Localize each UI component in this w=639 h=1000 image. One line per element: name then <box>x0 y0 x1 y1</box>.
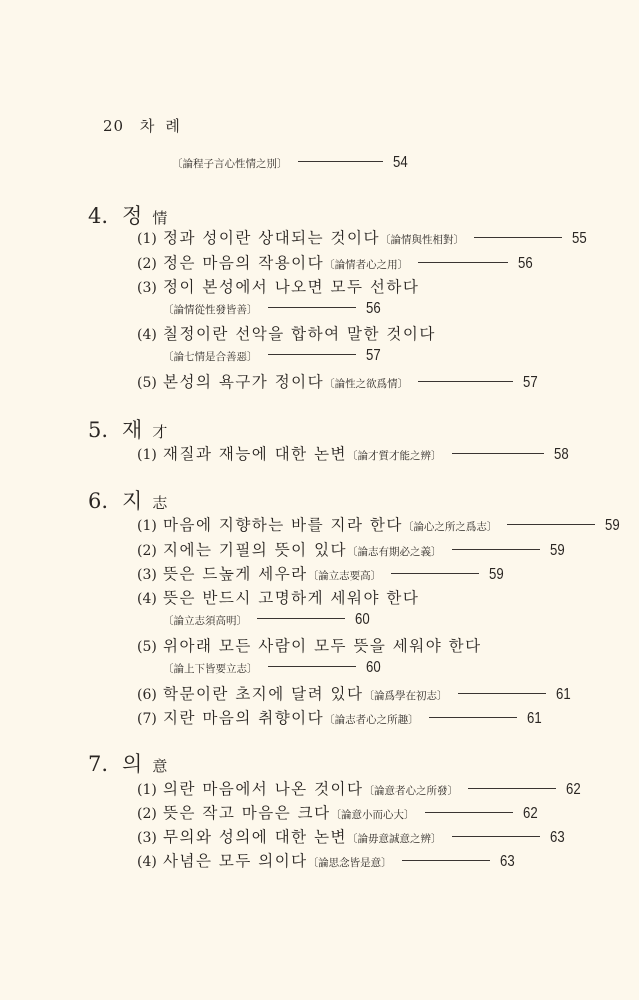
section-heading-6: 6. 지 志 <box>88 489 168 513</box>
section-heading-7: 7. 의 意 <box>88 752 168 776</box>
dot-leader <box>474 237 562 238</box>
dot-leader <box>458 693 546 694</box>
dot-leader <box>418 381 513 382</box>
toc-entry[interactable]: (5) 본성의 욕구가 정이다 〔論性之欲爲情〕 57 <box>137 373 538 391</box>
toc-entry[interactable]: (5) 위아래 모든 사람이 모두 뜻을 세워야 한다 <box>137 637 482 655</box>
toc-entry[interactable]: (1) 의란 마음에서 나온 것이다 〔論意者心之所發〕 62 <box>137 780 581 798</box>
toc-entry[interactable]: (3) 뜻은 드높게 세우라 〔論立志要高〕 59 <box>137 565 504 583</box>
dot-leader <box>268 307 356 308</box>
toc-entry[interactable]: (3) 정이 본성에서 나오면 모두 선하다 <box>137 278 420 296</box>
section-heading-4: 4. 정 情 <box>88 204 168 228</box>
dot-leader <box>452 549 540 550</box>
dot-leader <box>507 524 595 525</box>
toc-entry-continued[interactable] <box>172 154 410 172</box>
running-title: 차 례 <box>139 117 181 135</box>
page-number: 20 <box>103 117 125 135</box>
toc-entry[interactable]: (7) 지란 마음의 취향이다 〔論志者心之所趣〕 61 <box>137 709 542 727</box>
toc-entry-continuation[interactable]: 〔論情從性發皆善〕 56 <box>163 300 381 317</box>
section-heading-5: 5. 재 才 <box>88 418 168 442</box>
toc-entry[interactable]: (4) 칠정이란 선악을 합하여 말한 것이다 <box>137 325 436 343</box>
toc-entry[interactable]: (1) 재질과 재능에 대한 논변 〔論才質才能之辨〕 58 <box>137 445 569 463</box>
toc-entry[interactable]: (2) 뜻은 작고 마음은 크다 〔論意小而心大〕 62 <box>137 804 538 822</box>
dot-leader <box>425 812 513 813</box>
dot-leader <box>402 860 490 861</box>
running-header <box>103 115 191 136</box>
toc-entry[interactable]: (1) 정과 성이란 상대되는 것이다 〔論情與性相對〕 55 <box>137 229 587 247</box>
dot-leader <box>429 717 517 718</box>
toc-entry[interactable]: (2) 정은 마음의 작용이다 〔論情者心之用〕 56 <box>137 254 533 272</box>
toc-entry[interactable]: (3) 무의와 성의에 대한 논변 〔論毋意誠意之辨〕 63 <box>137 828 565 846</box>
dot-leader <box>418 262 508 263</box>
toc-entry[interactable]: (2) 지에는 기필의 뜻이 있다 〔論志有期必之義〕 59 <box>137 541 565 559</box>
toc-entry[interactable]: (6) 학문이란 초지에 달려 있다 〔論爲學在初志〕 61 <box>137 685 571 703</box>
dot-leader <box>452 453 544 454</box>
toc-entry-continuation[interactable]: 〔論立志須高明〕 60 <box>163 611 370 628</box>
toc-entry[interactable]: (4) 사념은 모두 의이다 〔論思念皆是意〕 63 <box>137 852 515 870</box>
dot-leader <box>268 354 356 355</box>
dot-leader <box>468 788 556 789</box>
dot-leader <box>257 618 345 619</box>
dot-leader <box>391 573 479 574</box>
toc-entry-continuation[interactable]: 〔論七情是合善惡〕 57 <box>163 347 381 364</box>
toc-entry[interactable]: (4) 뜻은 반드시 고명하게 세워야 한다 <box>137 589 420 607</box>
dot-leader <box>298 161 383 162</box>
toc-entry-continuation[interactable]: 〔論上下皆要立志〕 60 <box>163 659 381 676</box>
toc-entry[interactable]: (1) 마음에 지향하는 바를 지라 한다 〔論心之所之爲志〕 59 <box>137 516 621 534</box>
entry-page: 54 <box>392 154 408 171</box>
dot-leader <box>452 836 540 837</box>
dot-leader <box>268 666 356 667</box>
entry-hanja: 〔論程子言心性情之別〕 <box>172 158 288 170</box>
